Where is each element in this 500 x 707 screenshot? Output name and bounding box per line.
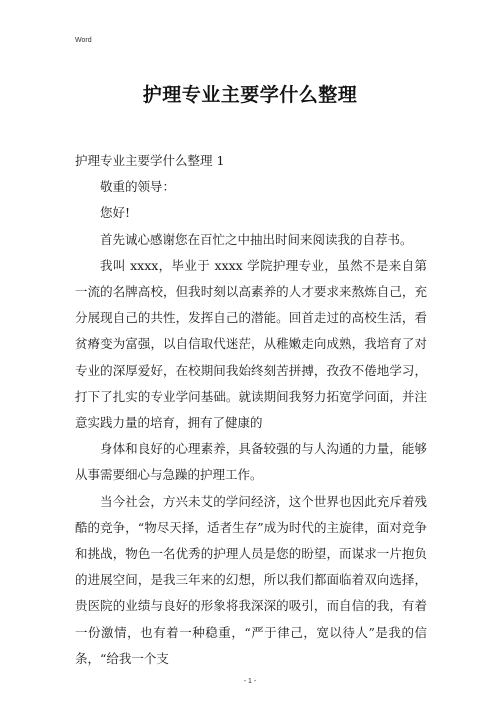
paragraph-qualities: 身体和良好的心理素养，具备较强的与人沟通的力量，能够从事需要细心与急躁的护理工作。 bbox=[75, 441, 427, 483]
salutation: 敬重的领导： bbox=[100, 179, 176, 195]
document-title: 护理专业主要学什么整理 bbox=[142, 84, 358, 106]
paragraph-self-introduction: 我叫 xxxx，毕业于 xxxx 学院护理专业，虽然不是来自第一流的名牌高校，但我时刻以高素养的人才要求来熬炼自己，充分展现自己的共性，发挥自己的潜能。回首走过的高校生活，看贫瘠变为富强，以自信取代迷茫，从稚嫩走向成熟，我培育了对专业的深厚爱好，在校期间我始终刻苦拼搏，孜孜不倦地学习，打下了扎实的专业学问基础。就读期间我努力拓宽学问面，并注意实践力量的培育，拥有了健康的 bbox=[75, 257, 427, 431]
greeting: 您好! bbox=[100, 205, 131, 221]
section-heading: 护理专业主要学什么整理 1 bbox=[75, 153, 225, 168]
document-body bbox=[75, 148, 427, 672]
paragraph-intro: 首先诚心感谢您在百忙之中抽出时间来阅读我的自荐书。 bbox=[100, 231, 413, 247]
header-label: Word bbox=[75, 37, 92, 44]
page-number: - 1 - bbox=[243, 678, 257, 685]
paragraph-society: 当今社会，方兴未艾的学问经济，这个世界也因此充斥着残酷的竞争，“物尽天择，适者生存”成为时代的主旋律，面对竞争和挑战，物色一名优秀的护理人员是您的盼望，而谋求一片抱负的进展空间，是我三年来的幻想，所以我们都面临着双向选择，贵医院的业绩与良好的形象将我深深的吸引，而自信的我，有着一份激情，也有着一种稳重，“严于律己，宽以待人”是我的信条，“给我一个支 bbox=[75, 493, 427, 666]
